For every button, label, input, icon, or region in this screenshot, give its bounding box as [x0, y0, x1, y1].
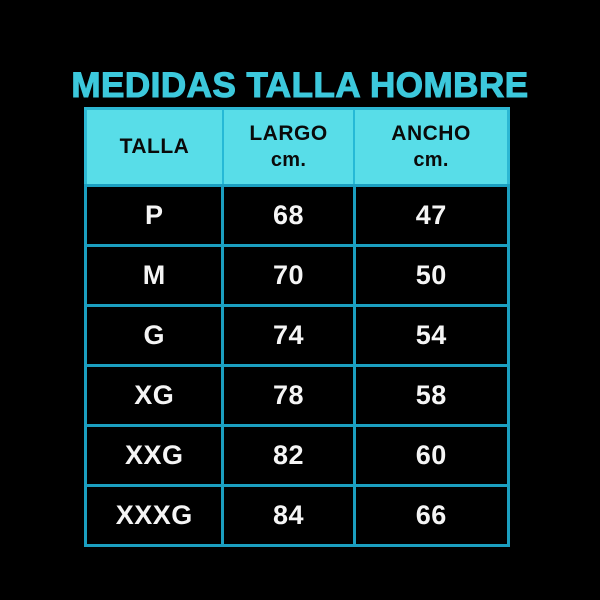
cell-ancho: 50 — [354, 246, 508, 306]
header-title: ANCHO — [391, 122, 471, 146]
cell-largo: 68 — [223, 186, 354, 246]
cell-talla: XG — [86, 366, 223, 426]
cell-largo: 84 — [223, 486, 354, 546]
cell-largo: 74 — [223, 306, 354, 366]
header-row — [86, 109, 509, 186]
header-cell-largo — [223, 109, 354, 186]
table-row — [86, 486, 509, 546]
cell-talla: XXXG — [86, 486, 223, 546]
page-title: MEDIDAS TALLA HOMBRE — [71, 66, 529, 105]
cell-ancho: 47 — [354, 186, 508, 246]
cell-ancho: 66 — [354, 486, 508, 546]
table-row — [86, 246, 509, 306]
cell-largo: 82 — [223, 426, 354, 486]
size-chart-table — [84, 107, 510, 547]
cell-largo: 70 — [223, 246, 354, 306]
cell-talla: G — [86, 306, 223, 366]
header-cell-talla — [86, 109, 223, 186]
header-unit: cm. — [413, 148, 449, 171]
table-row — [86, 426, 509, 486]
header-title: TALLA — [119, 134, 190, 158]
cell-talla: P — [86, 186, 223, 246]
table-row — [86, 366, 509, 426]
cell-talla: XXG — [86, 426, 223, 486]
table-row — [86, 306, 509, 366]
table-header — [86, 109, 509, 186]
cell-ancho: 54 — [354, 306, 508, 366]
table-row — [86, 186, 509, 246]
cell-ancho: 58 — [354, 366, 508, 426]
cell-ancho: 60 — [354, 426, 508, 486]
header-unit: cm. — [270, 148, 307, 171]
table-body — [86, 186, 509, 546]
cell-largo: 78 — [223, 366, 354, 426]
header-title: LARGO — [249, 122, 328, 146]
header-cell-ancho — [354, 109, 508, 186]
cell-talla: M — [86, 246, 223, 306]
